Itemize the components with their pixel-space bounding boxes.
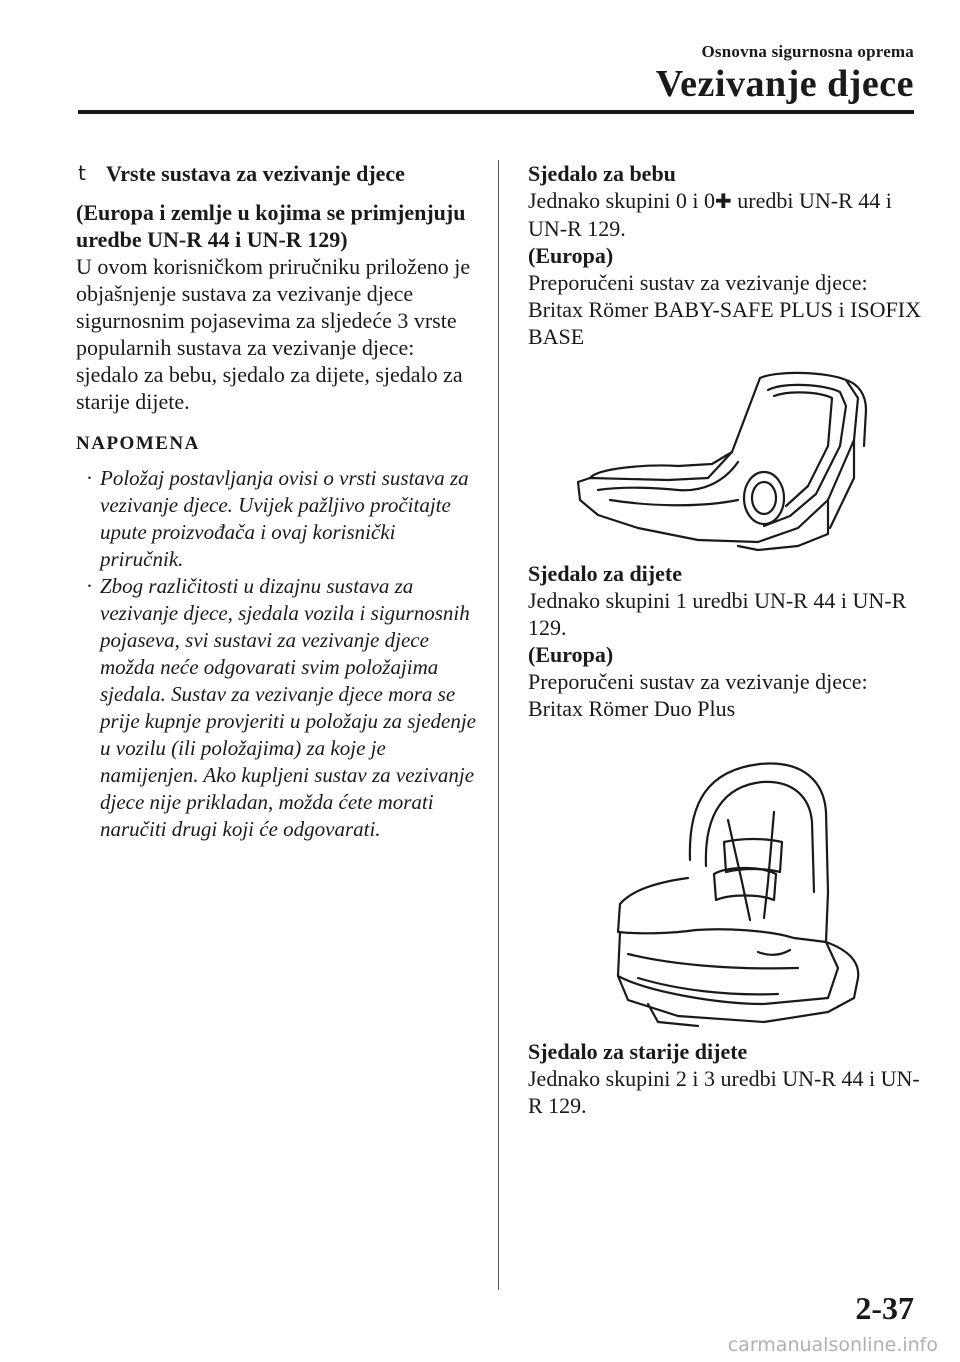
note-text: Zbog različitosti u dizajnu sustava za vezivanje djece, sjedala vozila i sigurnosnih pojaseva, svi sustavi za vezivanje djece možda neće odgovarati svim položajima sjedala. Sustav za vezivanje djece mora se prije kupnje provjeriti u položaju za sjedenje u vozilu (ili položajima) za koje je namijenjen. Ako kupljeni sustav za vezivanje djece nije prikladan, možda ćete morati naručiti drugi koji će odgovarati. <box>100 574 477 841</box>
baby-seat-region: (Europa) <box>528 243 614 268</box>
page-title: Vezivanje djece <box>655 63 914 105</box>
junior-seat-description: Jednako skupini 2 i 3 uredbi UN-R 44 i UN-R 129. <box>528 1066 920 1118</box>
baby-seat-desc-start: Jednako skupini 0 i 0 <box>528 188 715 213</box>
baby-seat-recommended: Preporučeni sustav za vezivanje djece: Britax Römer BABY-SAFE PLUS i ISOFIX BASE <box>528 270 921 349</box>
child-seat-illustration <box>528 742 928 1032</box>
plus-icon: ✚ <box>715 189 732 213</box>
left-column <box>76 160 476 843</box>
page-number: 2-37 <box>855 1290 914 1326</box>
section-heading <box>76 160 476 187</box>
child-seat-description: Jednako skupini 1 uredbi UN-R 44 i UN-R 129. <box>528 588 907 640</box>
note-title: NAPOMENA <box>76 433 200 454</box>
note-item <box>86 465 476 573</box>
child-seat-title: Sjedalo za dijete <box>528 561 682 586</box>
baby-seat-desc-end: uredbi UN-R 44 i UN-R 129. <box>528 188 892 241</box>
note-text: Položaj postavljanja ovisi o vrsti sustava za vezivanje djece. Uvijek pažljivo pročitajte upute proizvođača i ovaj korisnički priručnik. <box>100 466 469 571</box>
watermark: carmanualsonline.info <box>727 1334 938 1356</box>
column-divider <box>498 160 499 1290</box>
note-item <box>86 573 476 843</box>
junior-seat-title: Sjedalo za starije dijete <box>528 1039 748 1064</box>
baby-seat-description <box>528 187 928 242</box>
child-seat-recommended: Preporučeni sustav za vezivanje djece: Britax Römer Duo Plus <box>528 669 868 721</box>
baby-seat-title: Sjedalo za bebu <box>528 161 676 186</box>
child-seat-region: (Europa) <box>528 642 614 667</box>
header-rule <box>78 110 914 114</box>
chapter-title: Osnovna sigurnosna oprema <box>701 42 914 61</box>
intro-paragraph: U ovom korisničkom priručniku priloženo je objašnjenje sustava za vezivanje djece sigurnosnim pojasevima za sljedeće 3 vrste popularnih sustava za vezivanje djece: sjedalo za bebu, sjedalo za dijete, sjedalo za starije dijete. <box>76 254 471 414</box>
region-heading: (Europa i zemlje u kojima se primjenjuju uredbe UN-R 44 i UN-R 129) <box>76 200 466 252</box>
section-title: Vrste sustava za vezivanje djece <box>106 161 405 186</box>
section-marker-icon: t <box>78 161 86 185</box>
right-column <box>528 160 928 1119</box>
bullet-icon: · <box>86 574 93 598</box>
bullet-icon: · <box>86 466 93 490</box>
baby-seat-illustration <box>528 350 928 560</box>
